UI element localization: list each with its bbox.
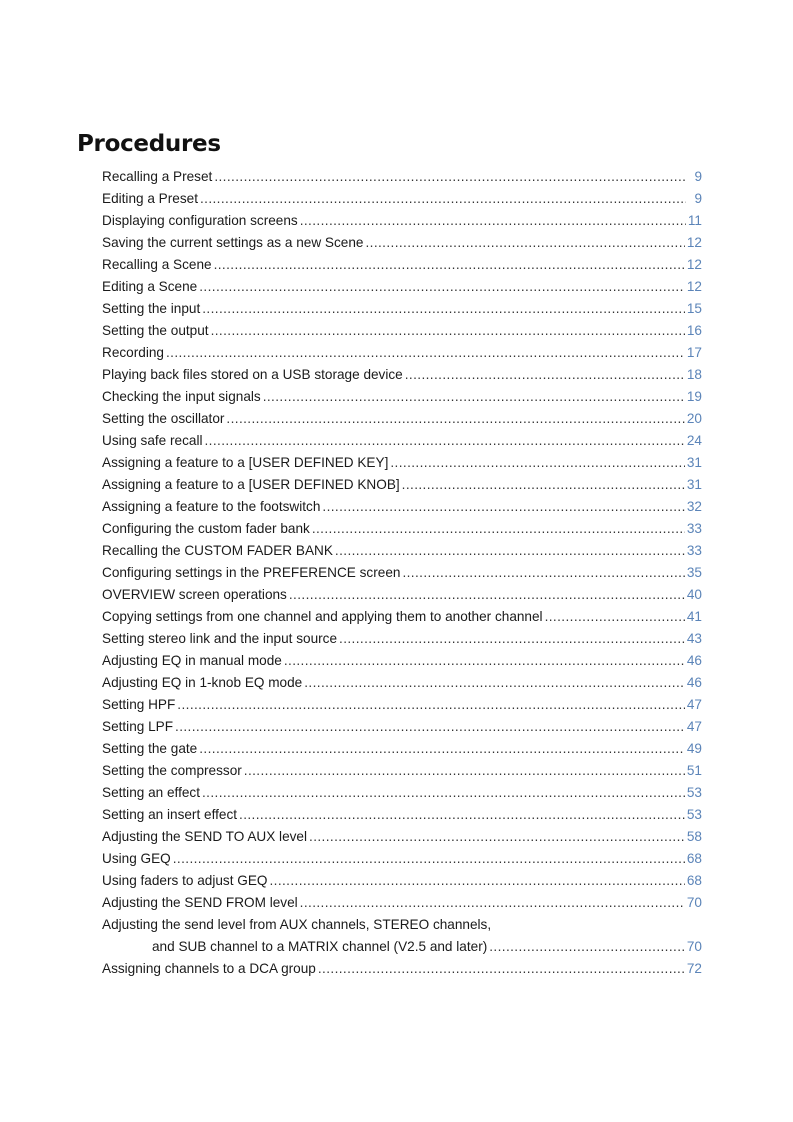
toc-entry-label: Assigning a feature to a [USER DEFINED KEY] [102, 455, 389, 470]
toc-dot-leader [175, 716, 685, 738]
toc-dot-leader [173, 848, 685, 870]
toc-entry-label: Setting the input [102, 301, 201, 316]
toc-page-number[interactable]: 72 [686, 961, 702, 976]
toc-page-number[interactable]: 31 [686, 477, 702, 492]
toc-entry-label: Using faders to adjust GEQ [102, 873, 268, 888]
toc-page-number[interactable]: 47 [686, 697, 702, 712]
toc-entry[interactable] [102, 188, 702, 210]
toc-entry[interactable] [102, 606, 702, 628]
toc-entry-label: Copying settings from one channel and applying them to another channel [102, 609, 543, 624]
toc-dot-leader [300, 892, 685, 914]
toc-entry-label: Recalling the CUSTOM FADER BANK [102, 543, 333, 558]
toc-entry[interactable] [102, 474, 702, 496]
toc-dot-leader [166, 342, 685, 364]
toc-entry-label: Assigning channels to a DCA group [102, 961, 316, 976]
toc-page-number[interactable]: 40 [686, 587, 702, 602]
toc-page-number[interactable]: 33 [686, 521, 702, 536]
page-title: Procedures [77, 131, 221, 157]
toc-entry-label: Adjusting EQ in manual mode [102, 653, 282, 668]
toc-entry[interactable] [102, 408, 702, 430]
toc-entry[interactable] [102, 738, 702, 760]
toc-page-number[interactable]: 46 [686, 653, 702, 668]
toc-entry[interactable] [102, 584, 702, 606]
toc-entry-label: Using GEQ [102, 851, 171, 866]
toc-page-number[interactable]: 33 [686, 543, 702, 558]
toc-dot-leader [205, 430, 685, 452]
toc-dot-leader [284, 650, 685, 672]
toc-entry[interactable] [102, 276, 702, 298]
toc-entry[interactable] [102, 760, 702, 782]
toc-entry[interactable] [102, 782, 702, 804]
toc-entry-label: Editing a Scene [102, 279, 198, 294]
toc-page-number[interactable]: 16 [686, 323, 702, 338]
toc-entry-label: Setting the oscillator [102, 411, 225, 426]
toc-dot-leader [339, 628, 685, 650]
toc-dot-leader [390, 452, 685, 474]
toc-entry[interactable] [102, 364, 702, 386]
toc-page-number[interactable]: 12 [686, 235, 702, 250]
toc-entry-label: Adjusting the SEND TO AUX level [102, 829, 308, 844]
toc-entry[interactable] [102, 430, 702, 452]
toc-entry-label: Assigning a feature to a [USER DEFINED KNOB] [102, 477, 400, 492]
toc-entry-label: Adjusting EQ in 1-knob EQ mode [102, 675, 303, 690]
toc-page-number[interactable]: 41 [686, 609, 702, 624]
toc-entry[interactable] [102, 518, 702, 540]
toc-entry-continuation[interactable] [102, 936, 702, 958]
toc-page-number[interactable]: 68 [686, 851, 702, 866]
toc-dot-leader [304, 672, 685, 694]
toc-page-number[interactable]: 43 [686, 631, 702, 646]
toc-entry-label: Setting the compressor [102, 763, 242, 778]
toc-page-number[interactable]: 9 [694, 169, 702, 184]
toc-entry[interactable] [102, 166, 702, 188]
toc-dot-leader [199, 738, 685, 760]
toc-dot-leader [269, 870, 684, 892]
toc-entry[interactable] [102, 672, 702, 694]
toc-entry-label: Displaying configuration screens [102, 213, 298, 228]
toc-page-number[interactable]: 11 [687, 213, 702, 228]
toc-entry-label: Setting an insert effect [102, 807, 238, 822]
toc-entry-label: Setting HPF [102, 697, 176, 712]
toc-page-number[interactable]: 18 [686, 367, 702, 382]
toc-dot-leader [402, 562, 684, 584]
toc-dot-leader [211, 320, 685, 342]
toc-entry[interactable] [102, 716, 702, 738]
toc-entry[interactable] [102, 452, 702, 474]
toc-page-number[interactable]: 15 [686, 301, 702, 316]
toc-entry[interactable] [102, 870, 702, 892]
toc-dot-leader [226, 408, 684, 430]
toc-page-number[interactable]: 70 [686, 895, 702, 910]
toc-page-number[interactable]: 68 [686, 873, 702, 888]
toc-dot-leader [202, 298, 685, 320]
toc-dot-leader [335, 540, 685, 562]
toc-dot-leader [263, 386, 685, 408]
toc-entry[interactable] [102, 320, 702, 342]
toc-entry-label: and SUB channel to a MATRIX channel (V2.5 and later) [152, 939, 488, 954]
toc-entry-label: Setting an effect [102, 785, 200, 800]
toc-entry-label: Configuring the custom fader bank [102, 521, 310, 536]
toc-entry[interactable] [102, 298, 702, 320]
toc-page-number[interactable]: 47 [686, 719, 702, 734]
toc-entry-label: Playing back files stored on a USB storage device [102, 367, 403, 382]
toc-dot-leader [545, 606, 685, 628]
toc-entry-label: OVERVIEW screen operations [102, 587, 287, 602]
toc-entry[interactable] [102, 848, 702, 870]
toc-page-number[interactable]: 49 [686, 741, 702, 756]
toc-dot-leader [200, 188, 686, 210]
toc-entry[interactable] [102, 540, 702, 562]
toc-entry-label: Editing a Preset [102, 191, 198, 206]
toc-entry-label: Setting stereo link and the input source [102, 631, 338, 646]
toc-page-number[interactable]: 12 [686, 257, 702, 272]
toc-dot-leader [244, 760, 685, 782]
toc-entry-label: Saving the current settings as a new Scene [102, 235, 364, 250]
toc-dot-leader [289, 584, 685, 606]
toc-entry-label: Setting the output [102, 323, 209, 338]
toc-page-number[interactable]: 35 [686, 565, 702, 580]
toc-entry[interactable] [102, 342, 702, 364]
toc-page-number[interactable]: 53 [686, 807, 702, 822]
toc-entry[interactable] [102, 232, 702, 254]
toc-entry-label: Configuring settings in the PREFERENCE screen [102, 565, 401, 580]
toc-page-number[interactable]: 24 [686, 433, 702, 448]
toc-page-number[interactable]: 32 [686, 499, 702, 514]
toc-page-number[interactable]: 53 [686, 785, 702, 800]
toc-entry-label: Setting LPF [102, 719, 174, 734]
toc-entry-first-line[interactable]: Adjusting the send level from AUX channels, STEREO channels, [102, 917, 492, 932]
toc-page-number[interactable]: 58 [686, 829, 702, 844]
toc-entry[interactable] [102, 650, 702, 672]
toc-dot-leader [309, 826, 685, 848]
toc-page-number[interactable]: 19 [686, 389, 702, 404]
toc-entry-label: Recalling a Preset [102, 169, 213, 184]
toc-entry[interactable] [102, 562, 702, 584]
toc-dot-leader [365, 232, 684, 254]
toc-dot-leader [214, 166, 686, 188]
toc-entry-label: Setting the gate [102, 741, 198, 756]
toc-dot-leader [300, 210, 686, 232]
toc-page-number[interactable]: 9 [694, 191, 702, 206]
toc-dot-leader [318, 958, 685, 980]
toc-page-number[interactable]: 46 [686, 675, 702, 690]
toc-page-number[interactable]: 12 [686, 279, 702, 294]
toc-dot-leader [489, 936, 685, 958]
toc-page-number[interactable]: 17 [686, 345, 702, 360]
toc-entry[interactable] [102, 496, 702, 518]
toc-entry[interactable] [102, 254, 702, 276]
toc-entry[interactable] [102, 210, 702, 232]
toc-dot-leader [239, 804, 685, 826]
toc-dot-leader [177, 694, 685, 716]
toc-entry[interactable] [102, 386, 702, 408]
toc-page-number[interactable]: 51 [686, 763, 702, 778]
toc-page-number[interactable]: 70 [686, 939, 702, 954]
toc-entry[interactable] [102, 958, 702, 980]
toc-entry-label: Using safe recall [102, 433, 203, 448]
toc-dot-leader [202, 782, 685, 804]
toc-dot-leader [214, 254, 685, 276]
toc-entry[interactable] [102, 892, 702, 914]
toc-dot-leader [312, 518, 685, 540]
toc-entry-label: Recording [102, 345, 164, 360]
toc-entry-label: Checking the input signals [102, 389, 261, 404]
toc-dot-leader [402, 474, 685, 496]
toc-entry-label: Recalling a Scene [102, 257, 212, 272]
toc-entry-label: Adjusting the SEND FROM level [102, 895, 298, 910]
toc-entry[interactable] [102, 804, 702, 826]
toc-entry[interactable] [102, 826, 702, 848]
toc-dot-leader [322, 496, 684, 518]
toc-dot-leader [199, 276, 685, 298]
toc-page-number[interactable]: 31 [686, 455, 702, 470]
toc-dot-leader [405, 364, 685, 386]
toc-entry[interactable] [102, 628, 702, 650]
toc-entry[interactable] [102, 694, 702, 716]
toc-entry-label: Assigning a feature to the footswitch [102, 499, 321, 514]
table-of-contents [102, 166, 702, 980]
toc-page-number[interactable]: 20 [686, 411, 702, 426]
